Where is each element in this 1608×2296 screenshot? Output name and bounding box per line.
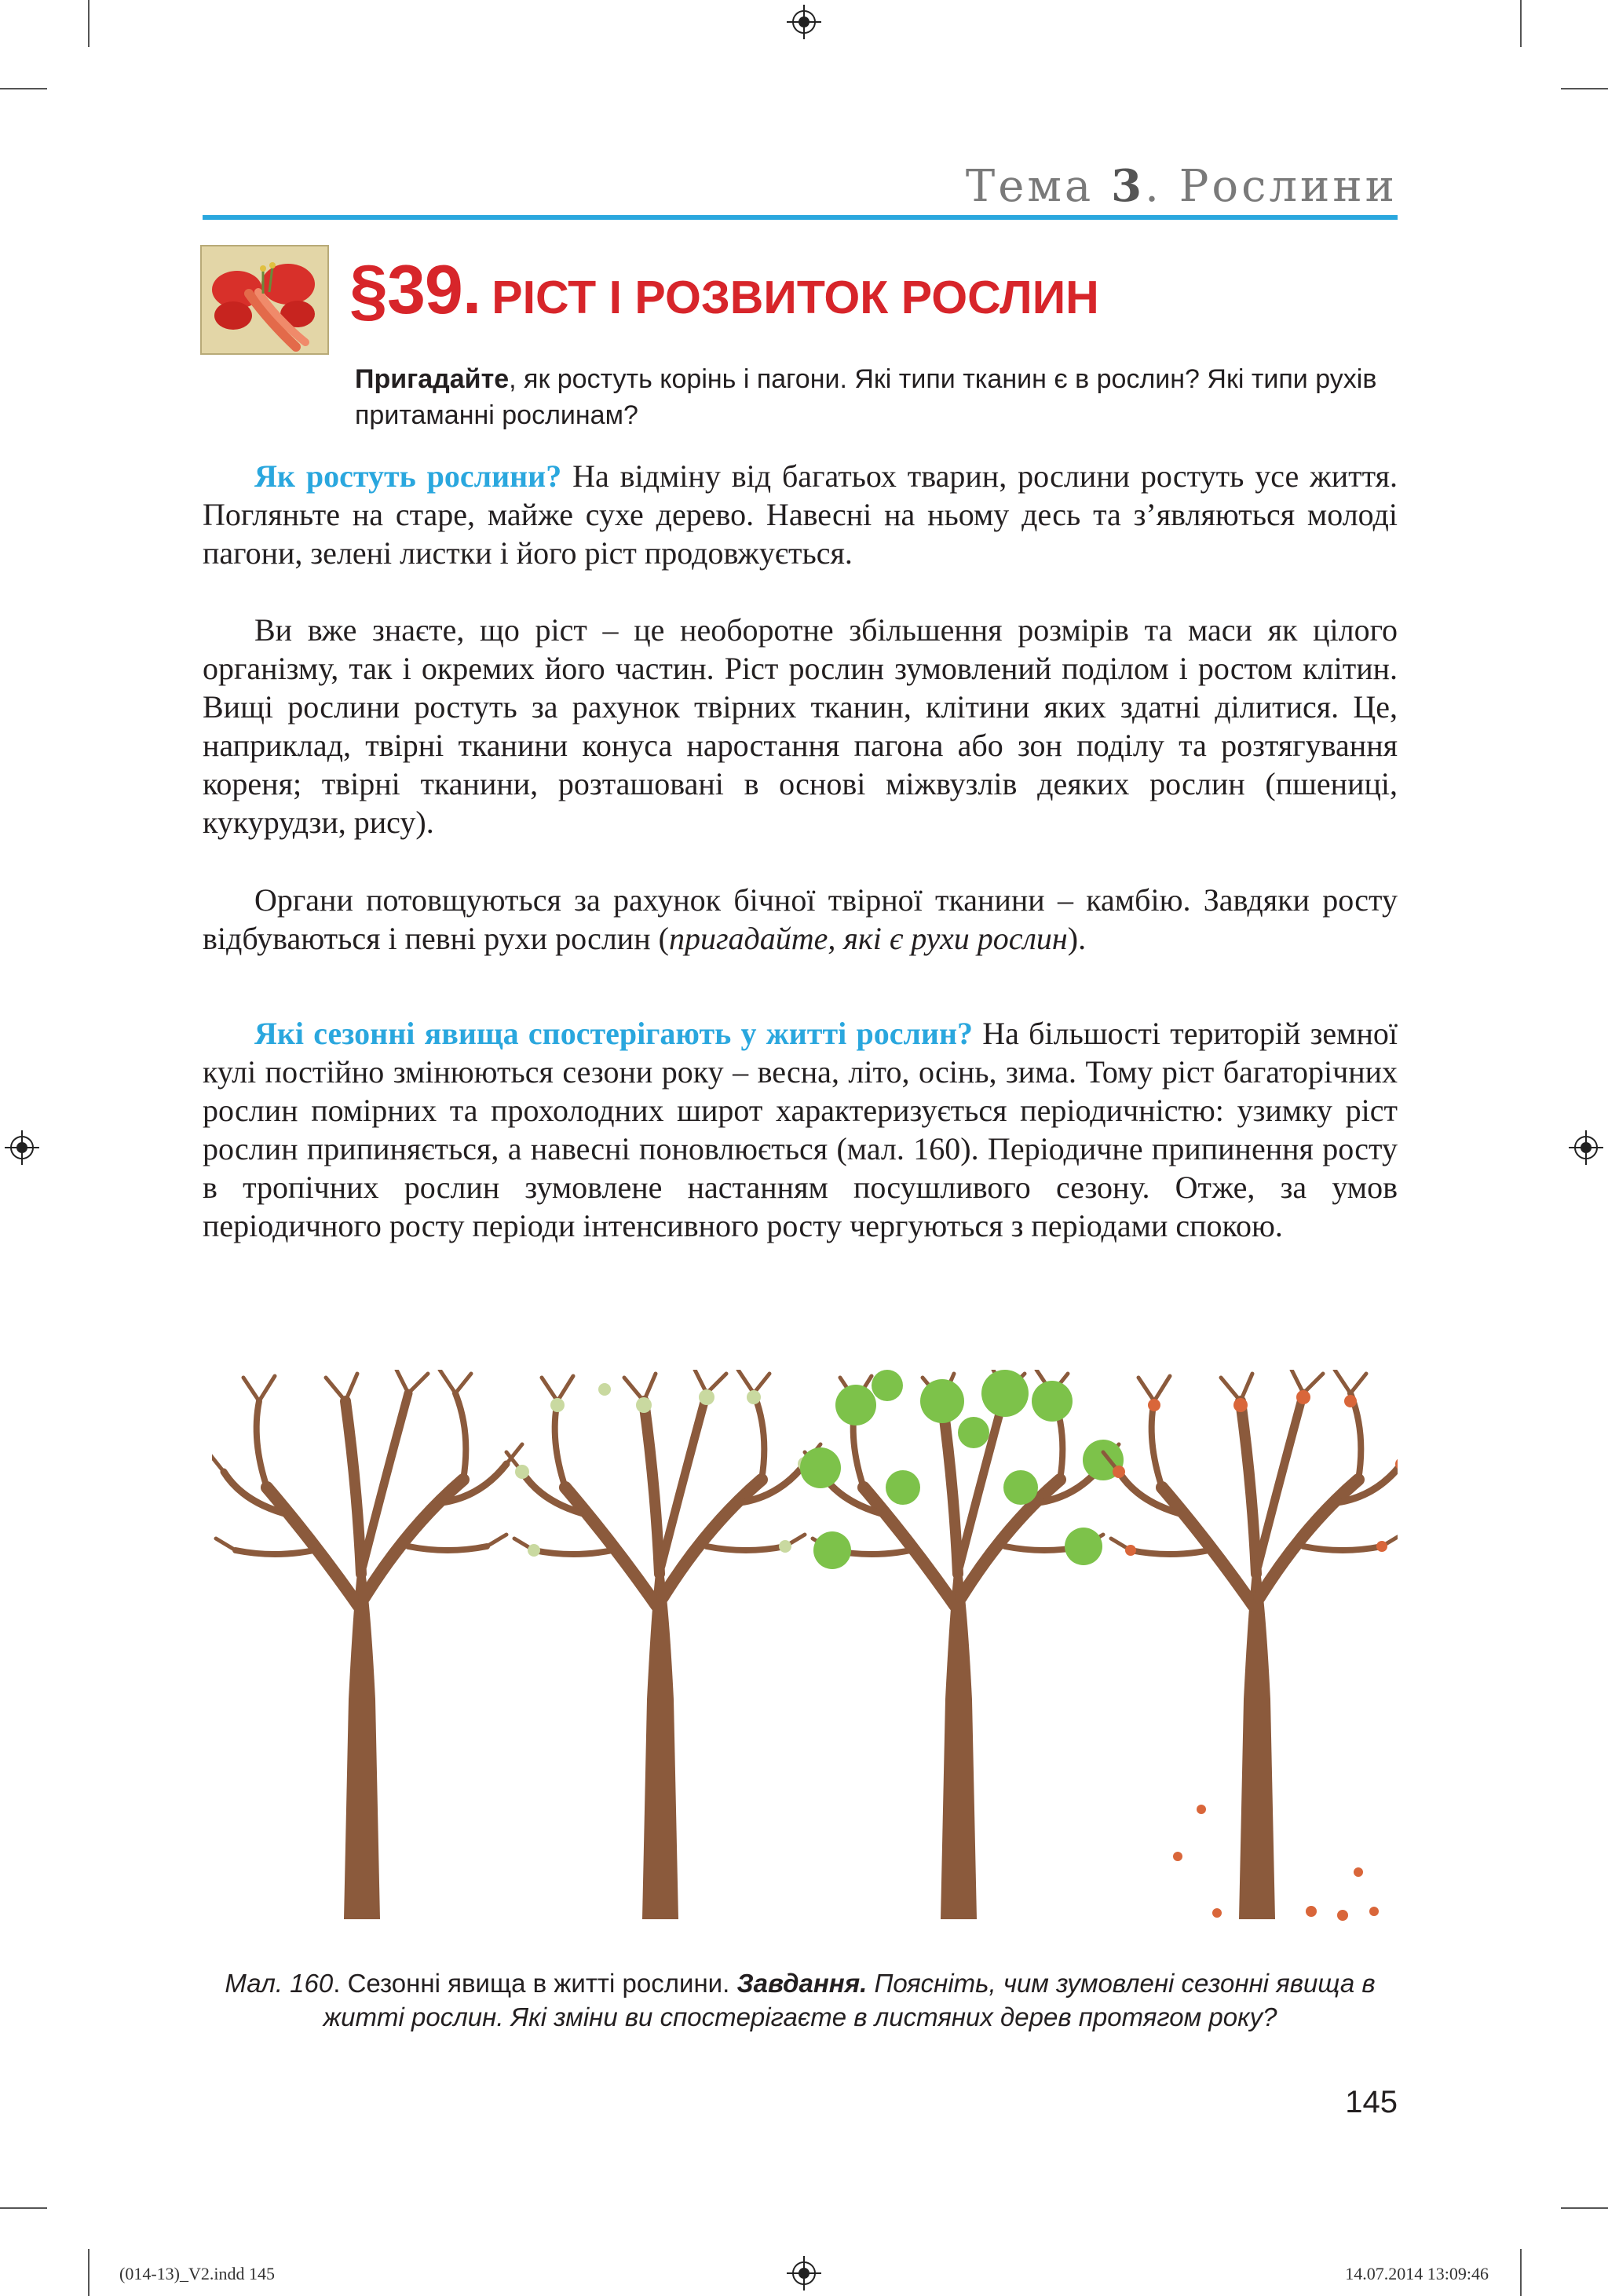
summer-foliage [800,1370,1124,1569]
paragraph-lead: Які сезонні явища спостерігають у житті рослин? [254,1016,974,1051]
section-heading [349,250,1099,330]
registration-mark-icon [1569,1130,1603,1165]
paragraph-text: Ви вже знаєте, що ріст – це необоротне збільшення розмірів та маси як цілого організму, так і окремих його частин. Ріст рослин зумовлений поділом і ростом клітин. Вищі рослини ростуть за рахунок твірних тканин, клітини яких здатні ділитися. Це, наприклад, твірні тканини конуса наростання пагона або зон поділу та розтягування кореня; твірні тканини, розташовані в основі міжвузлів деяких рослин (пшениці, кукурудзи, рису). [203,612,1398,840]
slug-right: 14.07.2014 13:09:46 [1345,2264,1489,2283]
recall-text: , як ростуть корінь і пагони. Які типи тканин є в рослин? Які типи рухів притаманні рослинам? [355,364,1377,430]
autumn-tree [1103,1370,1398,1919]
crop-mark [1561,2207,1608,2209]
crop-mark [1561,88,1608,89]
crop-mark [1520,2249,1522,2296]
figure-caption [203,1966,1398,2034]
crop-mark [88,0,90,47]
winter-tree [212,1370,522,1919]
crop-mark [1520,0,1522,47]
paragraph-lead: Як ростуть рослини? [254,458,562,494]
summer-tree [805,1370,1119,1919]
topic-header [966,160,1398,212]
recall-box [355,361,1399,433]
flower-icon [200,245,329,355]
spring-tree [506,1370,820,1919]
registration-mark-icon [5,1130,39,1165]
paragraph-text: На відміну від багатьох тварин, рослини ростуть усе життя. Погляньте на старе, майже сухе дерево. Навесні на ньому десь та з’являються молоді пагони, зелені листки і його ріст продовжується. [203,458,1398,571]
topic-number: 3 [1111,160,1146,212]
page-number: 145 [1345,2085,1398,2119]
recall-lead: Пригадайте [355,364,510,394]
registration-mark-icon [787,5,821,39]
seasonal-trees-illustration [212,1370,1398,1943]
caption-text: . Сезонні явища в житті рослини. [333,1969,737,1998]
paragraph-3 [203,881,1398,958]
caption-label: Мал. 160 [225,1969,334,1998]
task-text: Поясніть, чим зумовлені сезонні явища в житті рослин. Які зміни ви спостерігаєте в листяних дерев протягом року? [323,1969,1376,2031]
task-label: Завдання. [736,1969,868,1998]
crop-mark [0,2207,47,2209]
topic-name: . Рослини [1145,161,1398,212]
topic-label: Тема [965,161,1095,212]
registration-mark-icon [787,2256,821,2291]
crop-mark [0,88,47,89]
paragraph-italic: пригадайте, які є рухи рослин [668,921,1068,956]
header-rule [203,215,1398,220]
paragraph-text: На більшості територій земної кулі постійно змінюються сезони року – весна, літо, осінь, зима. Тому ріст багаторічних рослин помірних та прохолодних широт характеризується періодичністю: узимку ріст рослин припиняється, а навесні поновлюється (мал. 160). Періодичне припинення росту в тропічних рослин зумовлене настанням посушливого сезону. Отже, за умов періодичного росту періоди інтенсивного росту чергуються з періодами спокою. [203,1016,1398,1243]
paragraph-tail: ). [1067,921,1087,956]
paragraph-4 [203,1014,1398,1245]
paragraph-text: Органи потовщуються за рахунок бічної твірної тканини – камбію. Завдяки росту відбуваються і певні рухи рослин ( [203,882,1398,956]
section-title: РІСТ І РОЗВИТОК РОСЛИН [492,272,1099,323]
paragraph-2 [203,611,1398,841]
paragraph-1 [203,457,1398,572]
section-number: §39. [349,250,481,328]
slug-left: (014-13)_V2.indd 145 [119,2264,275,2283]
crop-mark [88,2249,90,2296]
